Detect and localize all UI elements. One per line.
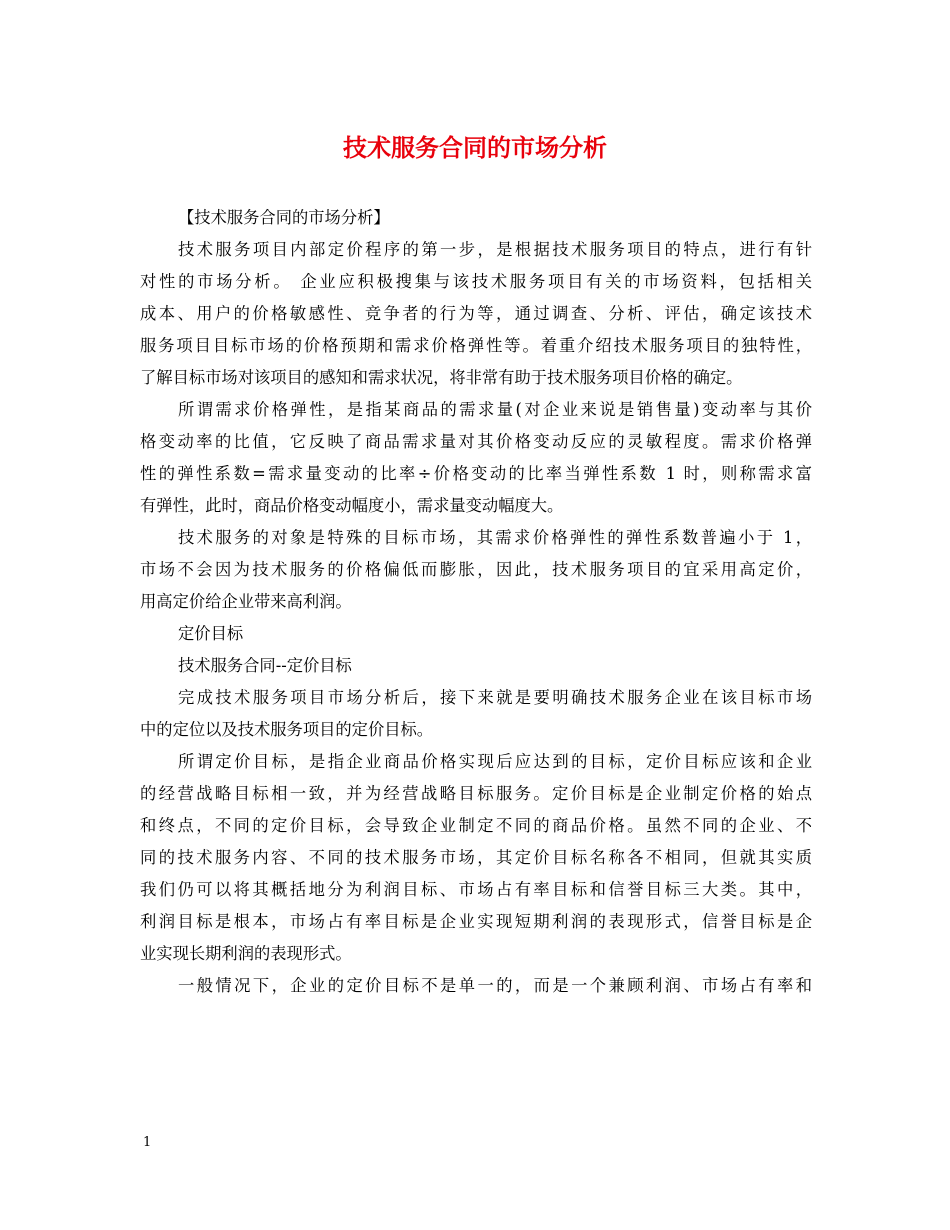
document-body <box>140 202 812 1002</box>
text-line: 我们仍可以将其概括地分为利润目标、市场占有率目标和信誉目标三大类。其中， <box>140 880 812 899</box>
text-line: 一般情况下，企业的定价目标不是单一的，而是一个兼顾利润、市场占有率和 <box>178 976 812 995</box>
text-line: 的经营战略目标相一致，并为经营战略目标服务。定价目标是企业制定价格的始点 <box>140 784 812 803</box>
text-line: 了解目标市场对该项目的感知和需求状况，将非常有助于技术服务项目价格的确定。 <box>140 368 743 387</box>
text-line: 【技术服务合同的市场分析】 <box>178 208 390 227</box>
text-line: 同的技术服务内容、不同的技术服务市场，其定价目标名称各不相同，但就其实质 <box>140 848 812 867</box>
text-line: 技术服务的对象是特殊的目标市场，其需求价格弹性的弹性系数普遍小于 1， <box>178 528 812 547</box>
text-line: 对性的市场分析。 企业应积极搜集与该技术服务项目有关的市场资料，包括相关 <box>140 272 812 291</box>
text-line: 定价目标 <box>178 624 244 643</box>
text-line: 服务项目目标市场的价格预期和需求价格弹性等。着重介绍技术服务项目的独特性， <box>140 336 812 355</box>
text-line: 所谓定价目标，是指企业商品价格实现后应达到的目标，定价目标应该和企业 <box>178 752 812 771</box>
text-line: 所谓需求价格弹性，是指某商品的需求量(对企业来说是销售量)变动率与其价 <box>178 400 812 419</box>
text-line: 完成技术服务项目市场分析后，接下来就是要明确技术服务企业在该目标市场 <box>178 688 812 707</box>
page-number: 1 <box>143 1135 152 1150</box>
text-line: 性的弹性系数=需求量变动的比率÷价格变动的比率当弹性系数 1 时，则称需求富 <box>140 464 812 483</box>
text-line: 中的定位以及技术服务项目的定价目标。 <box>140 720 434 739</box>
text-line: 有弹性，此时，商品价格变动幅度小，需求量变动幅度大。 <box>140 496 564 515</box>
text-line: 成本、用户的价格敏感性、竞争者的行为等，通过调查、分析、评估，确定该技术 <box>140 304 812 323</box>
text-line: 市场不会因为技术服务的价格偏低而膨胀，因此，技术服务项目的宜采用高定价， <box>140 560 812 579</box>
text-line: 利润目标是根本，市场占有率目标是企业实现短期利润的表现形式，信誉目标是企 <box>140 912 812 931</box>
text-line: 技术服务项目内部定价程序的第一步，是根据技术服务项目的特点，进行有针 <box>178 240 812 259</box>
text-line: 和终点，不同的定价目标，会导致企业制定不同的商品价格。虽然不同的企业、不 <box>140 816 812 835</box>
text-line: 用高定价给企业带来高利润。 <box>140 592 352 611</box>
document-title: 技术服务合同的市场分析 <box>343 134 607 162</box>
text-line: 技术服务合同--定价目标 <box>178 656 352 675</box>
text-line: 业实现长期利润的表现形式。 <box>140 944 352 963</box>
text-line: 格变动率的比值，它反映了商品需求量对其价格变动反应的灵敏程度。需求价格弹 <box>140 432 812 451</box>
